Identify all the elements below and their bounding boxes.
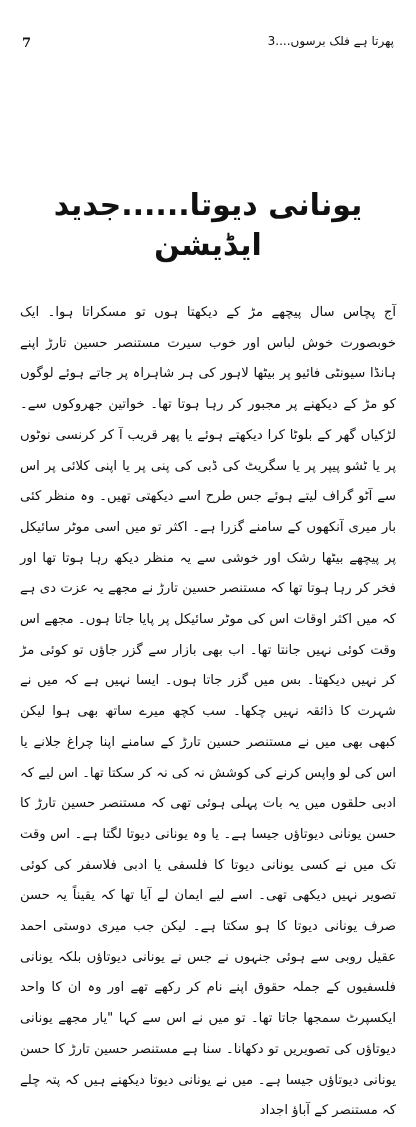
body-paragraph: آج پچاس سال پیچھے مڑ کے دیکھتا ہوں تو مسکراتا ہوا۔ ایک خوبصورت خوش لباس اور خوب سیرت مستنصر حسین تارڑ اپنے ہانڈا سیونٹی فائیو پر بیٹھا لاہور کی ہر شاہراہ پر جاتے ہوئے لوگوں کو مڑ کے دیکھنے پر مجبور کر رہا ہوتا تھا۔ خواتین جھروکوں سے۔ لڑکیاں گھر کے بلوٹا کرا دیکھتے ہوئے یا پھر قریب آ کر کرنسی نوٹوں پر یا ٹشو پیپر پر یا سگریٹ کی ڈبی کی پنی پر یا اپنی کلائی پر اس سے آٹو گراف لیتے ہوئے جس طرح اسے دیکھتی تھیں۔ وہ منظر کئی بار میری آنکھوں کے سامنے گزرا ہے۔ اکثر تو میں اسی موٹر سائیکل پر پیچھے بیٹھا رشک اور خوشی سے یہ منظر دیکھ رہا ہوتا تھا اور فخر کر رہا ہوتا تھا کہ مستنصر حسین تارڑ نے مجھے یہ عزت دی ہے کہ میں اکثر اوقات اس کی موٹر سائیکل پر پایا جاتا ہوں۔ مجھے اس وقت کوئی نہیں جانتا تھا۔ اب بھی بازار سے گزر جاؤں تو کوئی مڑ کر نہیں دیکھتا۔ بس میں گزر جاتا ہوں۔ ایسا نہیں ہے کہ میں نے شہرت کا ذائقہ نہیں چکھا۔ سب کچھ میرے ساتھ بھی ہوا لیکن کبھی بھی میں نے مستنصر حسین تارڑ کے سامنے اپنا چراغ جلانے یا اس کی لو واپس کرنے کی کوشش نہ کی نہ کر سکتا تھا۔ اس لیے کہ ادبی حلقوں میں یہ بات پہلی ہوئی تھی کہ مستنصر حسین تارڑ کا حسن یونانی دیوتاؤں جیسا ہے۔ یا وہ یونانی دیوتا لگتا ہے۔ اس وقت تک میں نے کسی یونانی دیوتا کا فلسفی یا ادبی فلاسفر کی کوئی تصویر نہیں دیکھی تھی۔ اسے لیے ایمان لے آیا تھا کہ یقیناً یہ حسن صرف یونانی دیوتا کا ہو سکتا ہے۔ لیکن جب میری دوستی احمد عقیل روبی سے ہوئی جنہوں نے جس نے یونانی دیوتاؤں بلکہ یونانی فلسفیوں کے جملہ حقوق اپنے نام کر رکھے تھے اور وہ ان کا واحد ایکسپرٹ سمجھا جاتا تھا۔ تو میں نے اس سے کہا "یار مجھے یونانی دیوتاؤں کی تصویریں تو دکھانا۔ سنا ہے مستنصر حسین تارڑ کا حسن یونانی دیوتاؤں جیسا ہے۔ میں نے یونانی دیوتا دیکھنے ہیں کہ پتہ چلے کہ مستنصر کے آباؤ اجداد (20, 305, 396, 1119)
chapter-title: یونانی دیوتا......جدید ایڈیشن (53, 188, 363, 263)
running-head: پھرتا ہے فلک برسوں....3 (267, 34, 394, 48)
page-number: 7 (22, 36, 32, 51)
